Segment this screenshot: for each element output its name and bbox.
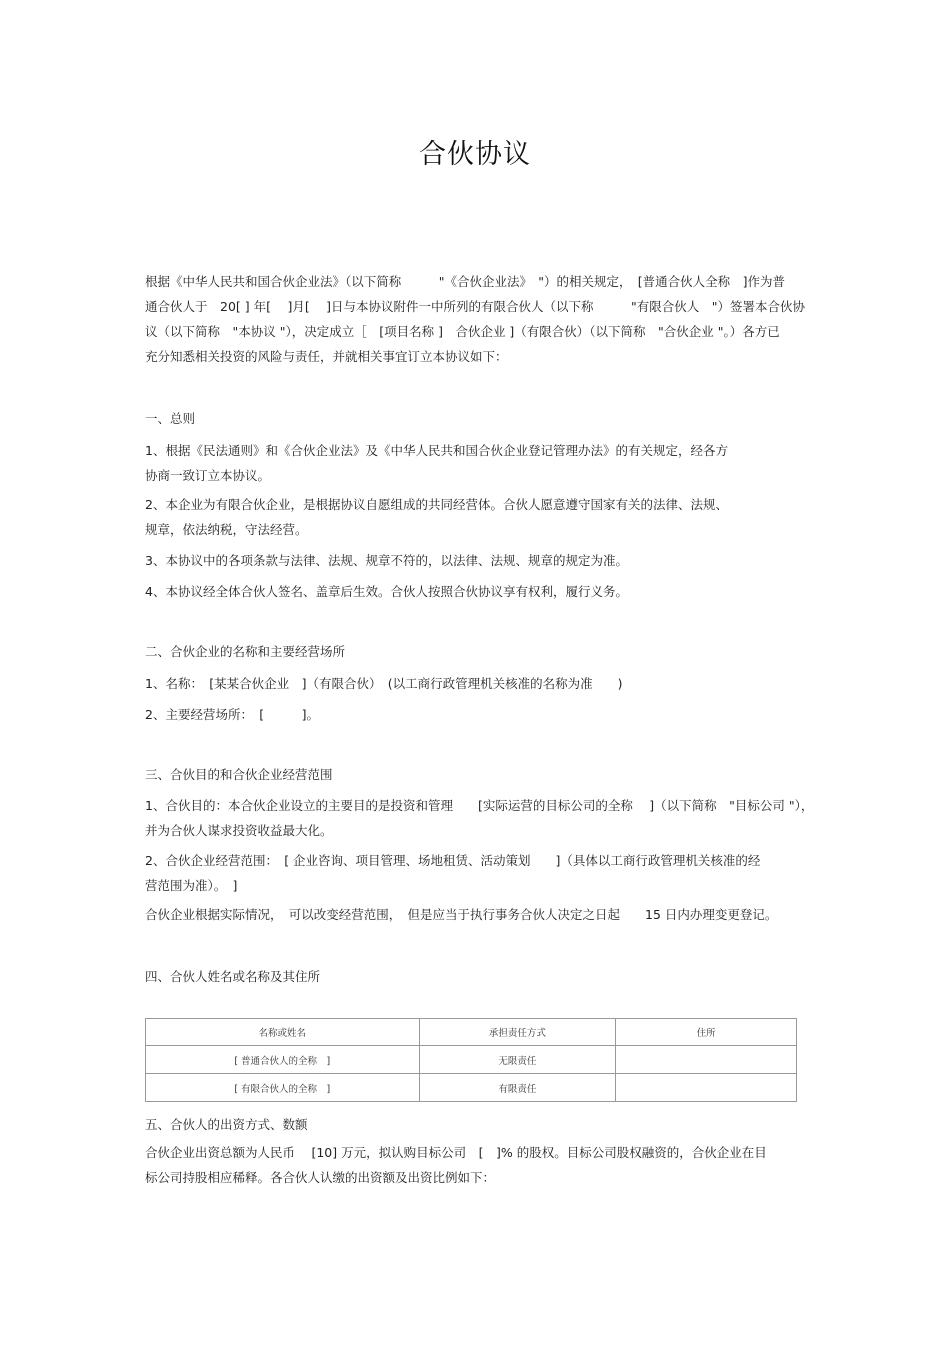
clause-line: 协商一致订立本协议。 (145, 468, 271, 483)
clause-line: 1、合伙目的：本合伙企业设立的主要目的是投资和管理 [实际运营的目标公司的全称 ]（以下简称 "目标公司 "）， (145, 798, 814, 813)
section1-body (145, 438, 813, 488)
preamble-line: 充分知悉相关投资的风险与责任，并就相关事宜订立本协议如下： (145, 349, 508, 364)
section3-body (145, 848, 813, 898)
preamble-line: 根据《中华人民共和国合伙企业法》（以下简称 "《合伙企业法》 "）的相关规定， [普通合伙人全称 ]作为普 (145, 274, 786, 289)
preamble (145, 269, 813, 369)
section5-body (145, 1140, 813, 1190)
table-header-row (146, 1019, 797, 1046)
section-heading-partners: 四、合伙人姓名或名称及其住所 (145, 969, 321, 984)
table-cell: 有限责任 (419, 1074, 616, 1102)
clause-line: 合伙企业根据实际情况， 可以改变经营范围， 但是应当于执行事务合伙人决定之日起 15 日内办理变更登记。 (145, 907, 778, 922)
clause-line: 合伙企业出资总额为人民币 [10] 万元，拟认购目标公司 [ ]% 的股权。目标公司股权融资的，合伙企业在目 (145, 1145, 767, 1160)
section-heading-purpose-scope: 三、合伙目的和合伙企业经营范围 (145, 767, 333, 782)
table-cell (616, 1046, 797, 1074)
clause-line: 1、根据《民法通则》和《合伙企业法》及《中华人民共和国合伙企业登记管理办法》的有关规定，经各方 (145, 443, 728, 458)
section2-body (145, 702, 813, 727)
table-cell: [ 普通合伙人的全称 ] (146, 1046, 420, 1074)
clause-line: 2、合伙企业经营范围： [ 企业咨询、项目管理、场地租赁、活动策划 ]（具体以工商行政管理机关核准的经 (145, 853, 761, 868)
preamble-line: 通合伙人于 20[ ] 年[ ]月[ ]日与本协议附件一中所列的有限合伙人（以下称 "有限合伙人 "）签署本合伙协 (145, 299, 806, 314)
table-header-cell: 名称或姓名 (146, 1019, 420, 1046)
section1-body (145, 548, 813, 573)
table-cell: [ 有限合伙人的全称 ] (146, 1074, 420, 1102)
partners-table (145, 1018, 797, 1102)
table-header-cell: 承担责任方式 (419, 1019, 616, 1046)
table-cell (616, 1074, 797, 1102)
clause-line: 2、主要经营场所： [ ]。 (145, 707, 319, 722)
section2-body (145, 671, 813, 696)
section-heading-contribution: 五、合伙人的出资方式、数额 (145, 1117, 308, 1132)
clause-line: 营范围为准）。 ] (145, 878, 238, 893)
clause-line: 3、本协议中的各项条款与法律、法规、规章不符的，以法律、法规、规章的规定为准。 (145, 553, 628, 568)
table-cell: 无限责任 (419, 1046, 616, 1074)
clause-line: 标公司持股相应稀释。各合伙人认缴的出资额及出资比例如下： (145, 1170, 496, 1185)
section1-body (145, 492, 813, 542)
clause-line: 规章，依法纳税，守法经营。 (145, 522, 308, 537)
clause-line: 并为合伙人谋求投资收益最大化。 (145, 823, 333, 838)
clause-line: 2、本企业为有限合伙企业，是根据协议自愿组成的共同经营体。合伙人愿意遵守国家有关的法律、法规、 (145, 497, 728, 512)
document-title: 合伙协议 (419, 139, 531, 170)
preamble-line: 议（以下简称 "本协议 "），决定成立［ [项目名称 ] 合伙企业 ]（有限合伙）（以下简称 "合伙企业 "。）各方已 (145, 324, 780, 339)
section3-body (145, 793, 813, 843)
table-header-cell: 住所 (616, 1019, 797, 1046)
section3-body (145, 902, 813, 927)
table-row (146, 1074, 797, 1102)
clause-line: 4、本协议经全体合伙人签名、盖章后生效。合伙人按照合伙协议享有权利，履行义务。 (145, 584, 628, 599)
section1-body (145, 579, 813, 604)
table-row (146, 1046, 797, 1074)
section-heading-general: 一、总则 (145, 411, 196, 426)
section-heading-name-place: 二、合伙企业的名称和主要经营场所 (145, 644, 346, 659)
clause-line: 1、名称： [某某合伙企业 ]（有限合伙） (以工商行政管理机关核准的名称为准 ) (145, 676, 623, 691)
